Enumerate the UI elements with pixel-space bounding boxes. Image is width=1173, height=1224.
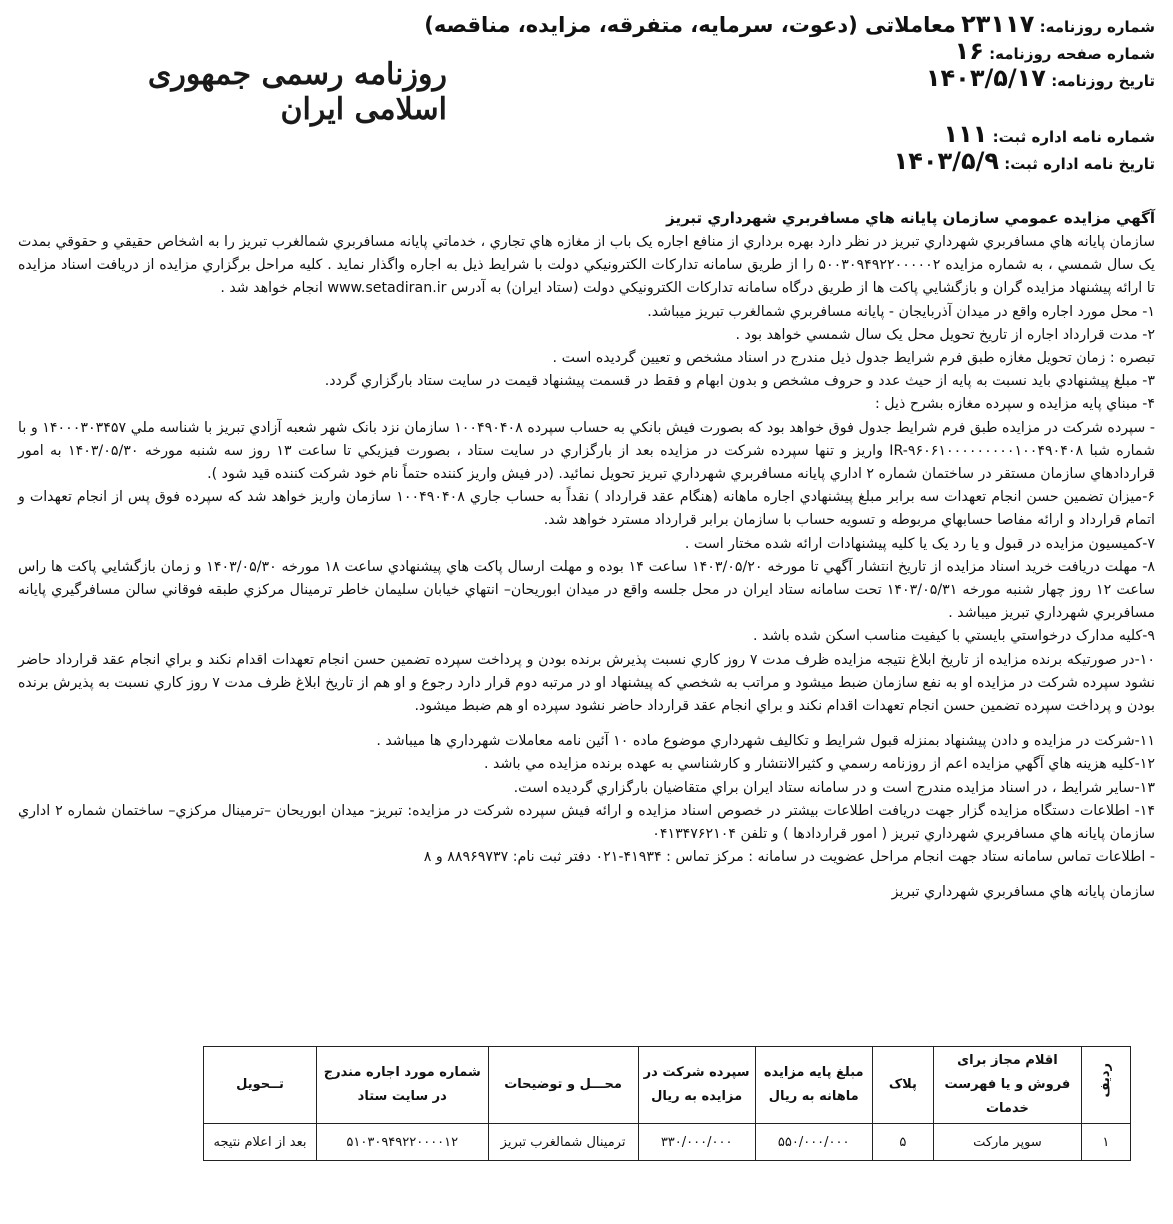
col-header-setad-number: شماره مورد اجاره مندرج در سایت ستاد <box>317 1047 489 1124</box>
cell-base-price: ۵۵۰/۰۰۰/۰۰۰ <box>755 1124 872 1161</box>
registry-letter-date: ۱۴۰۳/۵/۹ <box>893 147 999 175</box>
ad-paragraph: سازمان پايانه هاي مسافربري شهرداري تبريز در نظر دارد بهره برداري از منافع اجاره يک باب از مغازه هاي تجاري ، خدماتي پايانه مسافربري شمالغرب تبريز را به اشخاص حقيقي و حقوقي بمدت يک سال شمسي ، به شماره مزايده ۵۰۰۳۰۹۴۹۲۲۰۰۰۰۰۲ را از طريق سامانه تدارکات الکترونيکي دولت با شرايط ذيل به اجاره واگذار نمايد . کليه مراحل برگزاري مزايده از دريافت اسناد مزايده تا ارائه پيشنهاد مزايده گران و بازگشايي پاکت ها از طريق درگاه سامانه تدارکات الکترونيکي دولت (ستاد ايران) به آدرس www.setadiran.ir انجام خواهد شد . <box>18 234 1155 297</box>
newspaper-number-line <box>424 10 1155 39</box>
ad-title: آگهي مزايده عمومي سازمان پايانه هاي مسافربري شهرداري تبريز <box>666 209 1155 227</box>
ad-signature: سازمان پايانه هاي مسافربري شهرداري تبريز <box>891 884 1155 901</box>
col-header-delivery: تــحویل <box>204 1047 317 1124</box>
col-header-base-price: مبلغ پایه مزایده ماهانه به ریال <box>755 1047 872 1124</box>
newspaper-date-label: تاریخ روزنامه: <box>1051 72 1155 90</box>
col-header-item: اقلام مجاز برای فروش و یا فهرست خدمات <box>934 1047 1082 1124</box>
official-gazette-logo: روزنامه رسمی جمهوری اسلامی ایران <box>147 57 447 127</box>
registry-letter-number-line <box>755 122 1155 149</box>
col-header-row: ردیف <box>1081 1047 1130 1124</box>
newspaper-date-line <box>635 66 1155 93</box>
ad-paragraph: - سپرده شرکت در مزايده طبق فرم شرايط جدول فوق خواهد بود که بصورت فيش بانکي به حساب سپرده ۱۰۰۴۹۰۴۰۸ سازمان نزد بانک شهر شعبه آزادي تبريز با شناسه ملي ۱۴۰۰۰۳۰۳۴۵۷ و با شماره شبا IR-۹۶۰۶۱۰۰۰۰۰۰۰۰۰۱۰۰۴۹۰۴۰۸ واريز و تنها سپرده شرکت در مزايده بعد از بارگزاري در سايت ستاد ، بصورت فيزيکي تا ساعت ۱۳ روز سه شنبه مورخه ۱۴۰۳/۰۵/۳۰ به امور قراردادهاي سازمان مستقر در ساختمان شماره ۲ اداري پايانه مسافربري شهرداري تبريز تحويل نمائيد. (در فيش واريز کننده حتماً نام خود شرکت کننده قيد شود ). <box>18 419 1155 483</box>
ad-paragraph: تبصره : زمان تحويل مغازه طبق فرم شرايط جدول ذيل مندرج در اسناد مشخص و تعيين گرديده است . <box>552 350 1155 367</box>
ad-paragraph: ۱۳-ساير شرايط ، در اسناد مزايده مندرج است و در سامانه ستاد ايران براي متقاضيان بارگزاري گرديده است. <box>513 779 1155 796</box>
ad-paragraph: ۳- مبلغ پيشنهادي بايد نسبت به پايه از حيث عدد و حروف مشخص و بدون ابهام و فقط در قسمت پيشنهاد قيمت در سايت ستاد بارگزاري گردد. <box>324 373 1155 390</box>
ad-paragraph: ۸- مهلت دريافت خريد اسناد مزايده از تاريخ انتشار آگهي تا مورخه ۱۴۰۳/۰۵/۲۰ ساعت ۱۴ بوده و مهلت ارسال پاکت هاي پيشنهادي ساعت ۱۸ مورخه ۱۴۰۳/۰۵/۳۰ و زمان بازگشايي پاکت ها راس ساعت ۱۲ روز چهار شنبه مورخه ۱۴۰۳/۰۵/۳۱ تحت سامانه ستاد ايران در محل جلسه واقع در ميدان ابوريحان– انتهاي خيابان سليمان خاطر ترمينال مرکزي طبقه فوقاني سالن مسافرگيري پايانه مسافربري شهرداري تبريز ميباشد . <box>18 558 1155 622</box>
newspaper-header <box>424 10 1155 93</box>
ad-paragraph: ۶-ميزان تضمين حسن انجام تعهدات سه برابر مبلغ پيشنهادي اجاره ماهانه (هنگام عقد قرارداد ) نقداً به حساب جاري ۱۰۰۴۹۰۴۰۸ سازمان واريز خواهد شد که سپرده فوق پس از انجام تعهدات و اتمام قرارداد و ارائه مفاصا حسابهاي مربوطه و تسويه حساب با سازمان برابر قرارداد مسترد خواهد شد. <box>18 489 1155 529</box>
page-number: ۱۶ <box>954 37 984 65</box>
ad-paragraph: ۱۰-در صورتيکه برنده مزايده از تاريخ ابلاغ نتيجه مزايده ظرف مدت ۷ روز کاري نسبت پذيرش برنده بودن و پرداخت سپرده تضمين حسن انجام تعهدات اقدام نکند و براي انجام عقد قرارداد حاضر نشود سپرده شرکت در مزايده او به نفع سازمان ضبط ميشود و مراتب به شخصي که پيشنهاد او در مرتبه دوم قرار دارد رجوع و او هم از تاريخ ابلاغ ظرف مدت ۷ روز کاري نسبت به پذيرش برنده بودن و پرداخت سپرده تضمين حسن انجام تعهدات اقدام نکند و براي انجام عقد قرارداد حاضر نشود سپرده او هم ضبط ميشود. <box>18 651 1155 715</box>
ad-paragraph: ۱- محل مورد اجاره واقع در ميدان آذربايجان - پايانه مسافربري شمالغرب تبريز ميباشد. <box>647 303 1155 320</box>
table-row <box>204 1124 1131 1161</box>
newspaper-date: ۱۴۰۳/۵/۱۷ <box>925 64 1046 92</box>
registry-info <box>755 122 1155 176</box>
cell-deposit: ۳۳۰/۰۰۰/۰۰۰ <box>638 1124 755 1161</box>
section-title: معاملاتی (دعوت، سرمایه، متفرقه، مزایده، مناقصه) <box>424 13 956 37</box>
page-number-label: شماره صفحه روزنامه: <box>989 45 1155 63</box>
ad-paragraph: ۹-کليه مدارک درخواستي بايستي با کيفيت مناسب اسکن شده باشد . <box>753 628 1155 645</box>
cell-plak: ۵ <box>872 1124 933 1161</box>
table-header-row <box>204 1047 1131 1124</box>
ad-paragraph: ۱۴- اطلاعات دستگاه مزايده گزار جهت دريافت اطلاعات بيشتر در خصوص اسناد مزايده و ارائه فيش سپرده شرکت در مزايده: تبريز- ميدان ابوريحان –ترمينال مرکزي– ساختمان شماره ۲ اداري سازمان پايانه هاي مسافربري شهرداري تبريز ( امور قراردادها ) و تلفن ۰۴۱۳۴۷۶۲۱۰۴ <box>18 802 1155 843</box>
ad-paragraphs-continued <box>18 730 1155 869</box>
ad-paragraph: ۱۲-کليه هزينه هاي آگهي مزايده اعم از روزنامه رسمي و کثيرالانتشار و کارشناسي به عهده برنده مزايده مي باشد . <box>483 756 1155 773</box>
ad-paragraph: ۱۱-شرکت در مزايده و دادن پيشنهاد بمنزله قبول شرايط و تکاليف شهرداري موضوع ماده ۱۰ آئين نامه معاملات شهرداري ها ميباشد . <box>376 733 1155 750</box>
col-header-location: محـــل و توضیحات <box>488 1047 638 1124</box>
page-number-line <box>635 39 1155 66</box>
cell-location: ترمینال شمالغرب تبریز <box>488 1124 638 1161</box>
registry-letter-number: ۱۱۱ <box>943 120 988 148</box>
ad-paragraph: - اطلاعات تماس سامانه ستاد جهت انجام مراحل عضويت در سامانه : مرکز تماس : ۴۱۹۳۴-۰۲۱ دفتر ثبت نام: ۸۸۹۶۹۷۳۷ و ۸ <box>423 849 1155 866</box>
ad-paragraph: ۷-کميسيون مزايده در قبول و يا رد يک يا کليه پيشنهادات ارائه شده مختار است . <box>684 535 1155 552</box>
ad-paragraph: ۲- مدت قرارداد اجاره از تاريخ تحويل محل يک سال شمسي خواهد بود . <box>735 326 1155 343</box>
col-header-deposit: سپرده شرکت در مزایده به ریال <box>638 1047 755 1124</box>
registry-letter-number-label: شماره نامه اداره ثبت: <box>992 128 1155 146</box>
ad-paragraphs <box>18 231 1155 718</box>
newspaper-number-label: شماره روزنامه: <box>1039 18 1155 36</box>
cell-setad-number: ۵۱۰۳۰۹۴۹۲۲۰۰۰۰۱۲ <box>317 1124 489 1161</box>
cell-row: ۱ <box>1081 1124 1130 1161</box>
registry-letter-date-line <box>755 149 1155 176</box>
ad-paragraph: ۴- مبناي پايه مزايده و سپرده مغازه بشرح ذيل : <box>875 396 1155 413</box>
cell-delivery: بعد از اعلام نتیجه <box>204 1124 317 1161</box>
ad-body <box>18 207 1155 905</box>
registry-letter-date-label: تاریخ نامه اداره ثبت: <box>1004 155 1155 173</box>
cell-item: سوپر مارکت <box>934 1124 1082 1161</box>
auction-table <box>203 1046 1131 1161</box>
col-header-plak: پلاک <box>872 1047 933 1124</box>
newspaper-number: ۲۳۱۱۷ <box>961 10 1035 38</box>
